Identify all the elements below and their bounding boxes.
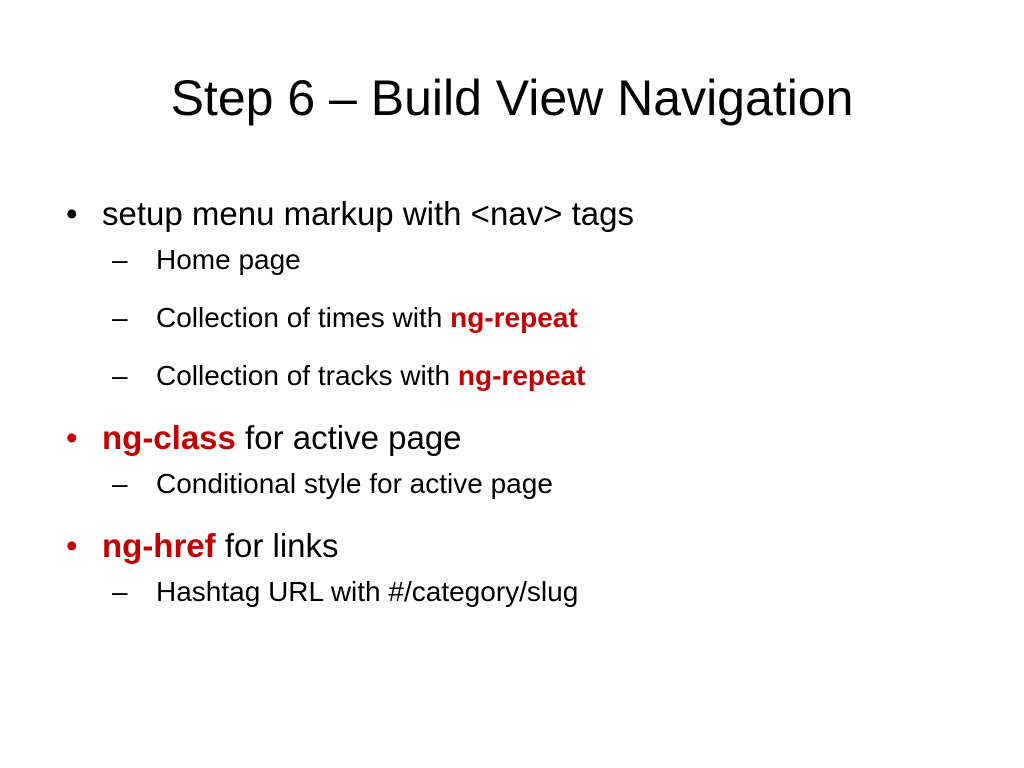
sub-bullet-text: Home page: [156, 244, 301, 275]
sub-bullet-item: [112, 464, 980, 504]
sub-bullet-text: Hashtag URL with #/category/slug: [156, 576, 579, 607]
sub-list: [102, 240, 980, 396]
bullet-text: setup menu markup with <nav> tags: [102, 195, 634, 232]
sub-bullet-text: Conditional style for active page: [156, 468, 553, 499]
keyword-ng-repeat: ng-repeat: [450, 302, 578, 333]
bullet-icon: •: [66, 419, 78, 456]
keyword-ng-repeat: ng-repeat: [457, 360, 586, 391]
sub-list: [102, 572, 980, 612]
keyword-ng-class: ng-class: [102, 419, 236, 456]
sub-bullet-item: [112, 356, 980, 396]
dash-icon: –: [112, 244, 128, 275]
dash-icon: –: [112, 360, 128, 391]
dash-icon: –: [112, 468, 128, 499]
bullet-item: [60, 190, 980, 396]
dash-icon: –: [112, 576, 128, 607]
bullet-text: for links: [215, 527, 339, 564]
bullet-item: [60, 522, 980, 612]
bullet-item: [60, 414, 980, 504]
sub-bullet-item: [112, 298, 980, 338]
slide-title: Step 6 – Build View Navigation: [170, 70, 854, 126]
sub-bullet-text: Collection of tracks with: [156, 360, 458, 391]
sub-list: [102, 464, 980, 504]
sub-bullet-text: Collection of times with: [156, 302, 451, 333]
keyword-ng-href: ng-href: [102, 527, 216, 564]
bullet-text: for active page: [235, 419, 462, 456]
bullet-list: [60, 190, 980, 630]
dash-icon: –: [112, 302, 128, 333]
bullet-icon: •: [66, 527, 78, 564]
sub-bullet-item: [112, 240, 980, 280]
sub-bullet-item: [112, 572, 980, 612]
bullet-icon: •: [66, 195, 78, 232]
